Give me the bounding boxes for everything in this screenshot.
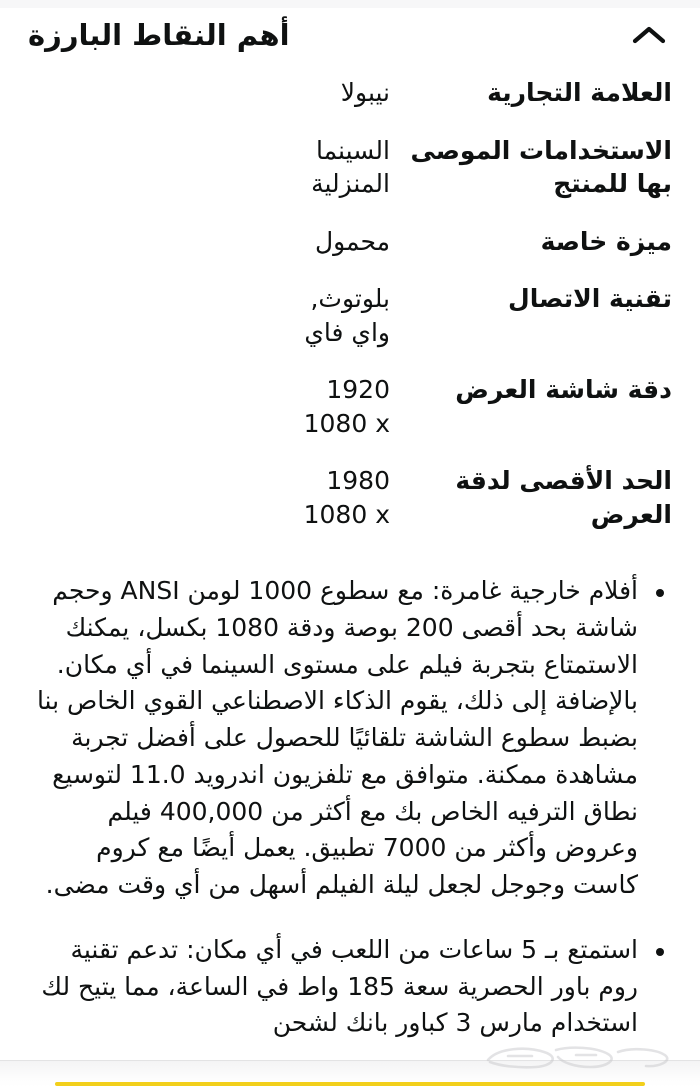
table-row	[28, 282, 672, 373]
spec-value	[28, 373, 390, 464]
spec-value	[28, 134, 390, 225]
spec-value-text: محمول	[314, 226, 390, 256]
spec-table-body	[28, 76, 672, 555]
status-strip	[0, 0, 700, 8]
page-title: أهم النقاط البارزة	[28, 17, 290, 52]
table-row	[28, 373, 672, 464]
collapse-section-button[interactable]	[626, 15, 672, 55]
spec-value-text: بلوتوث, واي فاي	[304, 284, 390, 347]
table-row	[28, 464, 672, 555]
highlights-bullet-list	[28, 573, 672, 1042]
spec-value-text: 1980 1080 x	[303, 466, 390, 529]
spec-value	[28, 464, 390, 555]
table-row	[28, 134, 672, 225]
spec-label: الحد الأقصى لدقة العرض	[455, 466, 672, 529]
highlights-section	[0, 8, 700, 1087]
spec-value	[28, 76, 390, 134]
spec-label: العلامة التجارية	[487, 78, 672, 107]
spec-value	[28, 282, 390, 373]
spec-value-text: نيبولا	[340, 78, 390, 107]
product-spec-table	[28, 76, 672, 555]
table-row	[28, 225, 672, 283]
table-row	[28, 76, 672, 134]
spec-label: ميزة خاصة	[540, 226, 672, 256]
accent-bar	[55, 1082, 645, 1086]
chevron-up-icon	[632, 24, 666, 46]
list-item: استمتع بـ 5 ساعات من اللعب في أي مكان: تدعم تقنية روم باور الحصرية سعة 185 واط في الساعة، مما يتيح لك استخدام مارس 3 كباور بانك لشحن	[28, 932, 672, 1042]
spec-value-text: السينما المنزلية	[311, 135, 390, 198]
spec-label: تقنية الاتصال	[508, 284, 672, 313]
list-item: أفلام خارجية غامرة: مع سطوع 1000 لومن ANSI وحجم شاشة بحد أقصى 200 بوصة ودقة 1080 بكسل، يمكنك الاستمتاع بتجربة فيلم على مستوى السينما في أي مكان. بالإضافة إلى ذلك، يقوم الذكاء الاصطناعي القوي الخاص بنا بضبط سطوع الشاشة تلقائيًا للحصول على أفضل تجربة مشاهدة ممكنة. متوافق مع تلفزيون اندرويد 11.0 لتوسيع نطاق الترفيه الخاص بك مع أكثر من 400,000 فيلم وعروض وأكثر من 7000 تطبيق. يعمل أيضًا مع كروم كاست وجوجل لجعل ليلة الفيلم أسهل من أي وقت مضى.	[28, 573, 672, 904]
section-header	[28, 8, 672, 62]
spec-value	[28, 225, 390, 283]
spec-label: الاستخدامات الموصى بها للمنتج	[410, 135, 672, 198]
bottom-divider	[0, 1060, 700, 1061]
spec-value-text: 1920 1080 x	[303, 375, 390, 438]
spec-label: دقة شاشة العرض	[455, 375, 672, 404]
